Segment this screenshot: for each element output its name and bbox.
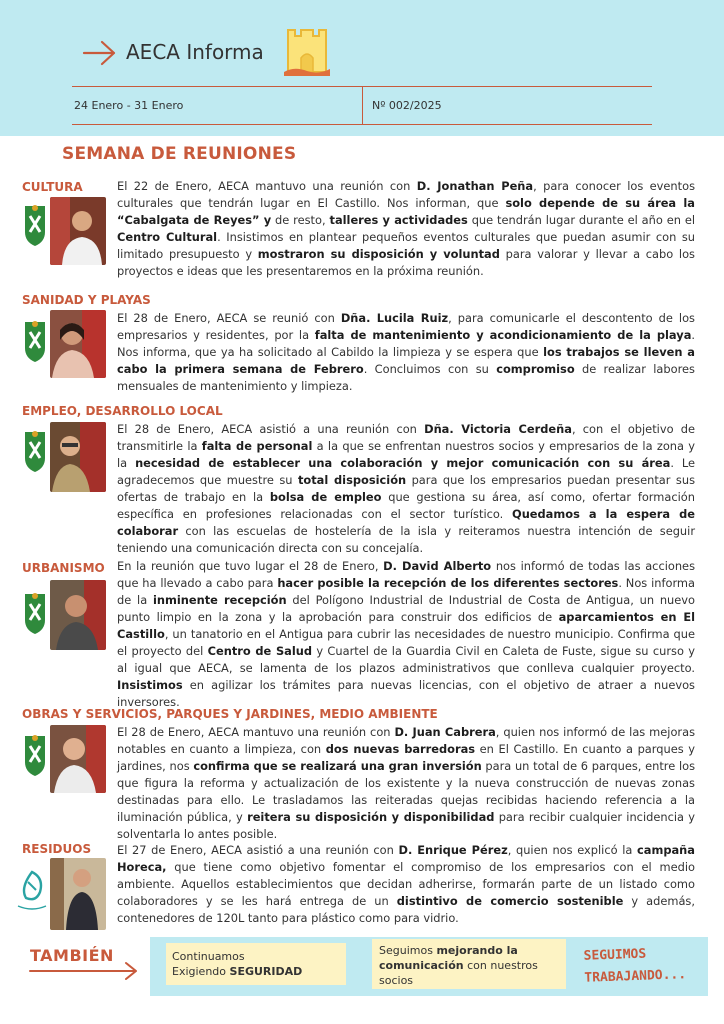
photo-jonathan-pena [50,197,106,265]
note-comunicacion: Seguimos mejorando la comunicación con nuestros socios [372,939,566,989]
photo-victoria-cerdena [50,422,106,492]
issue-number: Nº 002/2025 [372,99,442,112]
arrow-right-icon [82,38,118,68]
shield-icon [22,732,48,778]
section-text-empleo: El 28 de Enero, AECA asistió a una reunión con Dña. Victoria Cerdeña, con el objetivo de transmitirle la falta de personal a la que se enfrentan nuestros socios y empresarios de la zona y la necesidad de establecer una colaboración y mejor comunicación con su área. Le agradecemos que muestre su total disposición para que los empresarios puedan presentar sus ofertas de trabajo en la bolsa de empleo que gestiona su área, así como, ofertar formación específica en profesiones relacionadas con el sector turístico. Quedamos a la espera de colaborar con las escuelas de hostelería de la isla y reiteramos nuestra intención de seguir teniendo una comunicación directa con su concejalía. [117,422,696,555]
note-seguridad-line2: Exigiendo SEGURIDAD [172,965,303,978]
photo-enrique-perez [50,858,106,930]
shield-icon [22,590,48,636]
page-title: SEMANA DE REUNIONES [62,144,297,164]
newsletter-title: AECA Informa [126,40,264,64]
photo-david-alberto [50,580,106,650]
section-title-obras: OBRAS Y SERVICIOS, PARQUES Y JARDINES, MEDIO AMBIENTE [22,707,438,721]
shield-icon [22,428,48,474]
seguimos-trabajando: SEGUIMOS TRABAJANDO... [583,946,687,986]
note-seguridad [166,943,346,985]
section-text-residuos: El 27 de Enero, AECA asistió a una reunión con D. Enrique Pérez, quien nos explicó la campaña Horeca, que tiene como objetivo fomentar el compromiso de los empresarios con el medio ambiente. Aquellos establecimientos que decidan adherirse, formarán parte de un listado como colaboradores y se les hará entrega de un distintivo de comercio sostenible y además, contenedores de 120L tanto para plástico como para vidrio. [117,843,695,925]
section-title-cultura: CULTURA [22,180,83,194]
photo-lucila-ruiz [50,310,106,378]
section-title-residuos: RESIDUOS [22,842,92,856]
section-title-sanidad: SANIDAD Y PLAYAS [22,293,151,307]
section-text-sanidad: El 28 de Enero, AECA se reunió con Dña. Lucila Ruiz, para comunicarle el descontento de los empresarios y residentes, por la falta de mantenimiento y acondicionamiento de la playa. Nos informa, que ya ha solicitado al Cabildo la limpieza y se espera que los trabajos se lleven a cabo la primera semana de Febrero. Concluimos con su compromiso de realizar labores mensuales de mantenimiento y limpieza. [117,311,696,393]
section-text-cultura: El 22 de Enero, AECA mantuvo una reunión con D. Jonathan Peña, para conocer los eventos culturales que tendrán lugar en El Castillo. Nos informan, que solo depende de su área la “Cabalgata de Reyes” y de resto, talleres y actividades que tendrán lugar durante el año en el Centro Cultural. Insistimos en plantear pequeños eventos culturales que puedan asumir con su limitado presupuesto y mostraron su disposición y voluntad para valorar y llevar a cabo los proyectos e ideas que les presentaremos en la próxima reunión. [117,179,696,278]
photo-juan-cabrera [50,725,106,793]
shield-icon [22,318,48,364]
section-text-obras: El 28 de Enero, AECA mantuvo una reunión con D. Juan Cabrera, quien nos informó de las mejoras notables en cuanto a limpieza, con dos nuevas barredoras en El Castillo. En cuanto a parques y jardines, nos confirma que se realizará una gran inversión para un total de 6 parques, entre los que figura la reforma y actualización de los existente y la nueva construcción de nuevas zonas destinadas para ello. Le trasladamos las reiteradas quejas recibidas haciendo referencia a la iluminación pública, y reitera su disposición y disponibilidad para recibir cualquier incidencia y solventarla lo antes posible. [117,725,696,841]
header-separator [362,86,363,124]
section-text-urbanismo: En la reunión que tuvo lugar el 28 de Enero, D. David Alberto nos informó de todas las acciones que ha llevado a cabo para hacer posible la recepción de los diferentes sectores. Nos informa de la inminente recepción del Polígono Industrial de Industrial de Costa de Antigua, un nuevo punto limpio en la zona y la aprobación para construir dos edificios de aparcamientos en El Castillo, un tanatorio en el Antigua para cubrir las necesidades de nuestro municipio. Confirma que el proyecto del Centro de Salud y Cuartel de la Guardia Civil en Caleta de Fuste, sigue su curso y al igual que AECA, se lamenta de los plazos administrativos que conlleva cualquier proyecto. Insistimos en agilizar los trámites para nuevas licencias, con el objetivo de atraer a nuevos inversores. [117,559,696,709]
section-title-empleo: EMPLEO, DESARROLLO LOCAL [22,404,223,418]
tambien-label: TAMBIÉN [30,946,114,965]
header-divider-bottom [72,124,652,125]
issue-dates: 24 Enero - 31 Enero [74,99,184,112]
note-seguridad-line1: Continuamos [172,950,245,963]
castle-logo-icon [284,22,330,76]
section-title-urbanismo: URBANISMO [22,561,105,575]
header-band [0,0,724,136]
shield-icon [22,202,48,248]
recycling-logo-icon [16,868,48,912]
arrow-right-icon [28,960,142,982]
